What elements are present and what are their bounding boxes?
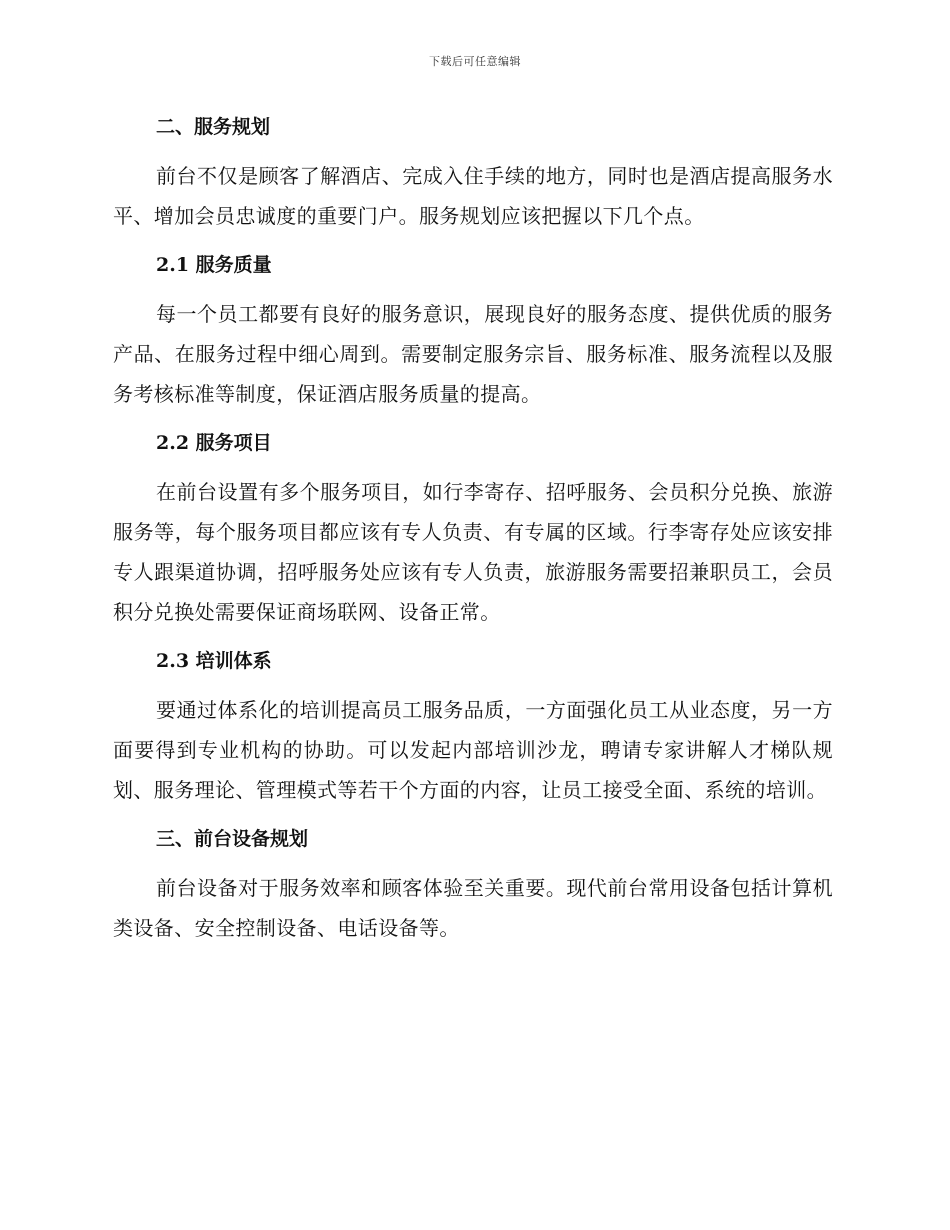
paragraph-equipment-planning: 前台设备对于服务效率和顾客体验至关重要。现代前台常用设备包括计算机类设备、安全控制设备、电话设备等。	[113, 876, 833, 940]
header-note: 下载后可任意编辑	[429, 55, 521, 68]
section-heading-service-planning: 二、服务规划	[156, 116, 271, 138]
paragraph-service-quality: 每一个员工都要有良好的服务意识，展现良好的服务态度、提供优质的服务产品、在服务过程中细心周到。需要制定服务宗旨、服务标准、服务流程以及服务考核标准等制度，保证酒店服务质量的提高。	[113, 302, 833, 406]
document-body	[113, 110, 833, 960]
paragraph-service-items: 在前台设置有多个服务项目，如行李寄存、招呼服务、会员积分兑换、旅游服务等，每个服务项目都应该有专人负责、有专属的区域。行李寄存处应该安排专人跟渠道协调，招呼服务处应该有专人负责，旅游服务需要招兼职员工，会员积分兑换处需要保证商场联网、设备正常。	[113, 480, 833, 624]
paragraph-service-planning-intro: 前台不仅是顾客了解酒店、完成入住手续的地方，同时也是酒店提高服务水平、增加会员忠诚度的重要门户。服务规划应该把握以下几个点。	[113, 164, 833, 228]
paragraph-training-system: 要通过体系化的培训提高员工服务品质，一方面强化员工从业态度，另一方面要得到专业机构的协助。可以发起内部培训沙龙，聘请专家讲解人才梯队规划、服务理论、管理模式等若干个方面的内容，让员工接受全面、系统的培训。	[113, 698, 833, 802]
subsection-heading-service-quality: 2.1 服务质量	[156, 254, 272, 276]
subsection-heading-training-system: 2.3 培训体系	[156, 650, 272, 672]
section-heading-equipment-planning: 三、前台设备规划	[156, 828, 309, 850]
subsection-heading-service-items: 2.2 服务项目	[156, 432, 272, 454]
